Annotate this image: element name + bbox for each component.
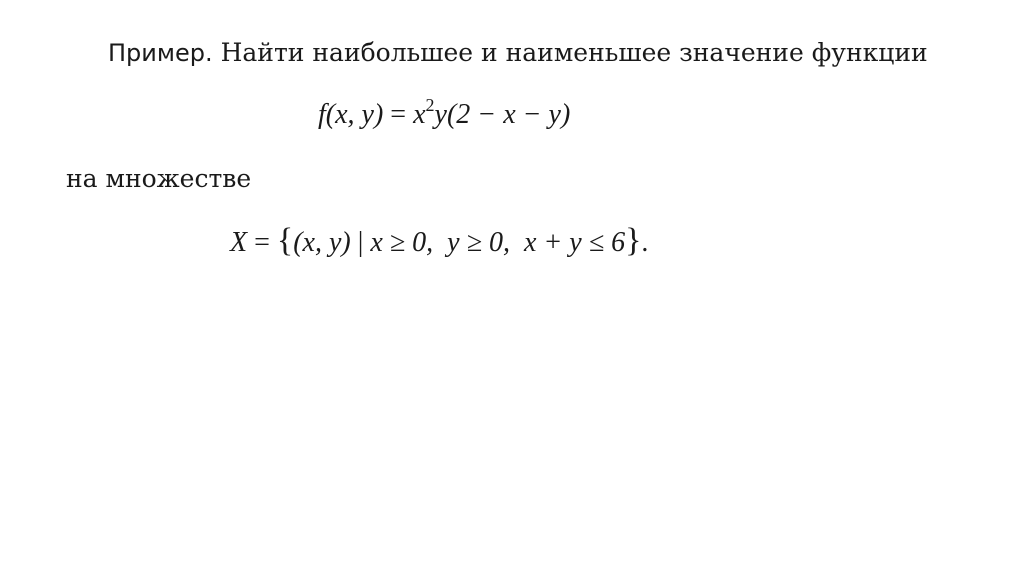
set-formula xyxy=(230,222,649,261)
condition-1: x ≥ 0, xyxy=(370,227,434,258)
set-bar: | xyxy=(350,227,371,258)
set-equals: = xyxy=(247,227,277,258)
on-set-text: на множестве xyxy=(66,164,252,193)
condition-2: y ≥ 0, xyxy=(447,227,510,258)
example-statement xyxy=(108,36,928,70)
example-text: Найти наибольшее и наименьшее значение функции xyxy=(220,38,928,67)
exponent: 2 xyxy=(425,95,435,115)
set-pair: (x, y) xyxy=(293,227,351,258)
set-period: . xyxy=(641,227,649,258)
set-name: X xyxy=(230,227,248,258)
condition-3: x + y ≤ 6 xyxy=(523,227,626,258)
function-args: (x, y) xyxy=(325,99,384,130)
factor: (2 − x − y) xyxy=(446,99,571,130)
open-brace: { xyxy=(276,222,294,259)
function-name: f xyxy=(318,99,326,130)
var-y: y xyxy=(434,99,447,130)
var-x: x xyxy=(413,99,426,130)
close-brace: } xyxy=(625,222,642,259)
equals-sign: = xyxy=(383,99,414,130)
function-formula xyxy=(318,97,570,133)
example-label: Пример. xyxy=(108,39,213,67)
